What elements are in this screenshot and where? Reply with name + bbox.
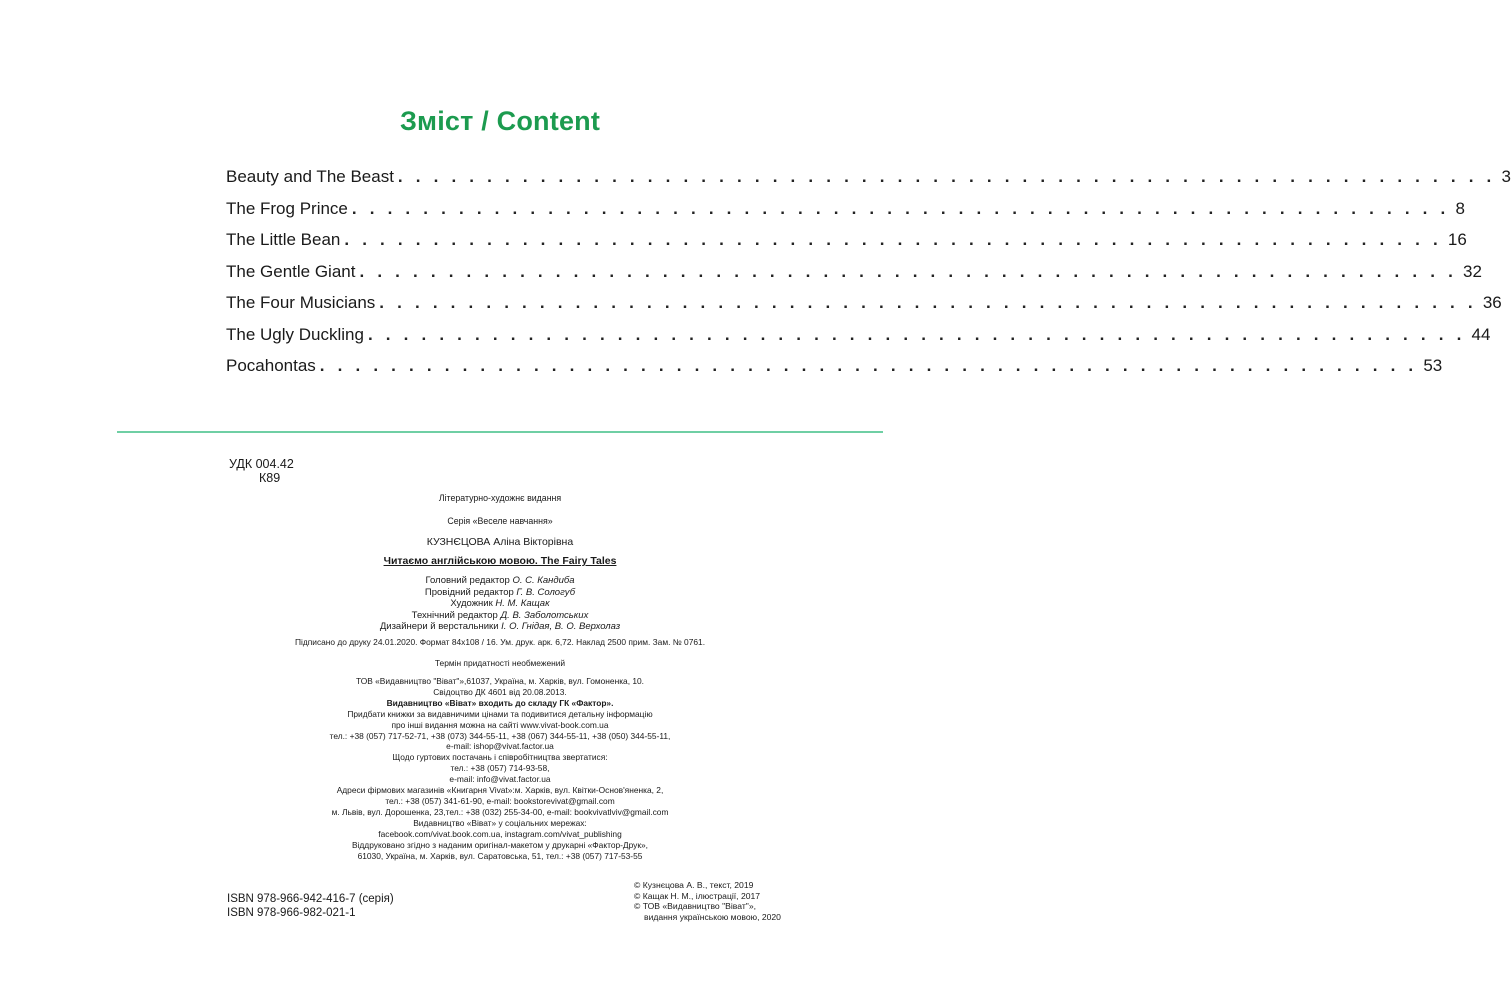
publisher-line: facebook.com/vivat.book.com.ua, instagram.com/vivat_publishing: [378, 828, 622, 839]
publisher-info: [200, 676, 800, 861]
edition-type: Літературно-художнє видання: [438, 493, 562, 503]
author-mark: К89: [259, 471, 281, 485]
staff-line: [300, 575, 700, 587]
editorial-staff: [300, 575, 700, 633]
staff-name: Н. М. Кащак: [495, 598, 550, 610]
toc-leader-dots: . . . . . . . . . . . . . . . . . . . . . . . . . . . . . . . . . . . . . . . . . . . . . . . . . . . . . . . . . . . . . .: [379, 293, 1477, 312]
toc-item-page: 8: [1455, 198, 1465, 218]
publisher-line: Щодо гуртових постачань і співробітництва звертатися:: [392, 752, 608, 763]
publisher-line: 61030, Україна, м. Харків, вул. Саратовська, 51, тел.: +38 (057) 717-53-55: [357, 850, 643, 861]
author-name: КУЗНЄЦОВА Аліна Вікторівна: [426, 536, 574, 548]
udk-classification: [229, 457, 294, 485]
publisher-line: Адреси фірмових магазинів «Книгарня Vivat»:м. Харків, вул. Квітки-Основ'яненка, 2,: [336, 785, 664, 796]
staff-role: Дизайнери й верстальники: [379, 621, 499, 633]
copyright-line: © Кащак Н. М., ілюстрації, 2017: [634, 890, 761, 901]
staff-role: Провідний редактор: [424, 586, 514, 598]
print-info: Підписано до друку 24.01.2020. Формат 84х108 / 16. Ум. друк. арк. 6,72. Наклад 2500 прим. Зам. № 0761.: [294, 637, 706, 647]
copyright-line: видання українською мовою, 2020: [644, 911, 781, 922]
publisher-line: Видавництво «Віват» входить до складу ГК «Фактор».: [386, 697, 614, 708]
book-title: Читаємо англійською мовою. The Fairy Tales: [383, 555, 617, 567]
toc-item-page: 44: [1471, 324, 1491, 344]
staff-role: Головний редактор: [425, 575, 510, 586]
toc-item-title: Pocahontas: [226, 356, 316, 375]
staff-name: Д. В. Заболотських: [500, 609, 589, 621]
toc-leader-dots: . . . . . . . . . . . . . . . . . . . . . . . . . . . . . . . . . . . . . . . . . . . . . . . . . . . . . . . . . . . . . .: [359, 261, 1458, 281]
staff-line: [300, 610, 700, 622]
page-title: Зміст / Content: [399, 106, 601, 136]
publisher-line: Віддруковано згідно з наданим оригінал-макетом у друкарні «Фактор-Друк»,: [351, 839, 649, 850]
toc-item-title: The Frog Prince: [226, 198, 348, 218]
publisher-line: про інші видання можна на сайті www.vivat-book.com.ua: [391, 719, 609, 730]
toc-item-title: The Little Bean: [226, 230, 341, 249]
staff-role: Технічний редактор: [411, 609, 498, 621]
isbn-series: ISBN 978-966-942-416-7 (серія): [227, 893, 394, 905]
publisher-line: тел.: +38 (057) 714-93-58,: [450, 763, 550, 774]
toc-item-title: The Ugly Duckling: [226, 324, 364, 344]
toc-item-page: 3: [1501, 167, 1511, 186]
staff-name: Г. В. Сологуб: [516, 586, 576, 598]
publisher-line: Видавництво «Віват» у соціальних мережах:: [413, 817, 587, 828]
toc-item-title: The Gentle Giant: [226, 261, 356, 281]
publisher-line: e-mail: ishop@vivat.factor.ua: [446, 741, 554, 752]
toc-item: [226, 196, 1465, 228]
staff-line: [300, 587, 700, 599]
validity-note: Термін придатності необмежений: [434, 658, 566, 668]
toc-item: [226, 164, 1511, 196]
toc-item: [226, 259, 1482, 291]
publisher-line: Придбати книжки за видавничими цінами та подивитися детальну інформацію: [347, 708, 653, 719]
toc-item-page: 36: [1482, 293, 1502, 312]
table-of-contents: [226, 164, 1511, 385]
publisher-line: тел.: +38 (057) 717-52-71, +38 (073) 344-55-11, +38 (067) 344-55-11, +38 (050) 344-55-11,: [329, 730, 671, 741]
publisher-line: м. Львів, вул. Дорошенка, 23,тел.: +38 (032) 255-34-00, e-mail: bookvivatlviv@gmail.com: [331, 806, 669, 817]
toc-leader-dots: . . . . . . . . . . . . . . . . . . . . . . . . . . . . . . . . . . . . . . . . . . . . . . . . . . . . . . . . . . . . . .: [367, 324, 1466, 344]
publisher-line: ТОВ «Видавництво "Віват"»,61037, Україна, м. Харків, вул. Гомоненка, 10.: [355, 676, 645, 686]
publisher-line: тел.: +38 (057) 341-61-90, e-mail: bookstorevivat@gmail.com: [385, 795, 615, 806]
toc-item-title: The Four Musicians: [226, 293, 376, 312]
copyright-line: © ТОВ «Видавництво "Віват"»,: [634, 901, 757, 911]
isbn-block: [227, 893, 394, 920]
staff-role: Художник: [450, 598, 493, 610]
toc-leader-dots: . . . . . . . . . . . . . . . . . . . . . . . . . . . . . . . . . . . . . . . . . . . . . . . . . . . . . . . . . . . . . .: [319, 356, 1418, 375]
series-name: Серія «Веселе навчання»: [447, 516, 553, 526]
toc-item-page: 32: [1463, 261, 1482, 281]
publisher-line: e-mail: info@vivat.factor.ua: [449, 774, 551, 785]
toc-leader-dots: . . . . . . . . . . . . . . . . . . . . . . . . . . . . . . . . . . . . . . . . . . . . . . . . . . . . . . . . . . . . . .: [344, 230, 1442, 249]
copyright-line: © Кузнєцова А. В., текст, 2019: [634, 880, 754, 890]
toc-item-page: 53: [1423, 356, 1443, 375]
staff-line: [300, 621, 700, 633]
toc-item-title: Beauty and The Beast: [226, 167, 394, 186]
toc-leader-dots: . . . . . . . . . . . . . . . . . . . . . . . . . . . . . . . . . . . . . . . . . . . . . . . . . . . . . . . . . . . . . .: [351, 198, 1450, 218]
toc-item: [226, 227, 1467, 259]
toc-item-page: 16: [1447, 230, 1467, 249]
udk-code: УДК 004.42: [229, 457, 294, 471]
staff-name: І. О. Гнідая, В. О. Верхолаз: [501, 621, 621, 633]
publisher-line: Свідоцтво ДК 4601 від 20.08.2013.: [433, 686, 567, 697]
toc-leader-dots: . . . . . . . . . . . . . . . . . . . . . . . . . . . . . . . . . . . . . . . . . . . . . . . . . . . . . . . . . . . . . .: [397, 167, 1496, 186]
toc-item: [226, 322, 1491, 354]
staff-name: О. С. Кандиба: [512, 575, 575, 586]
staff-line: [300, 598, 700, 610]
section-divider: [117, 431, 883, 433]
toc-item: [226, 353, 1443, 385]
isbn-book: ISBN 978-966-982-021-1: [227, 906, 356, 919]
copyright-block: [634, 880, 781, 922]
toc-item: [226, 290, 1502, 322]
